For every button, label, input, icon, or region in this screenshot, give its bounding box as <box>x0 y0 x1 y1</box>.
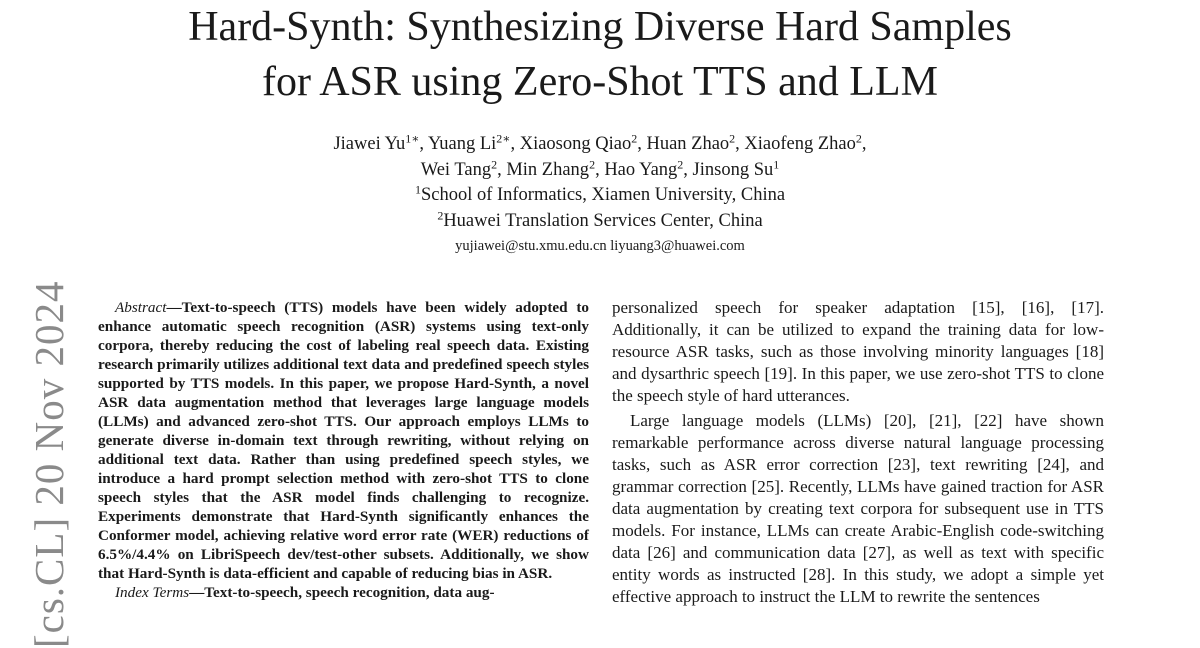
index-terms-label: Index Terms <box>115 584 190 601</box>
author-name: Jiawei Yu <box>333 134 406 154</box>
affiliation-sup: 2 <box>437 207 444 222</box>
author-line-2 <box>0 158 1200 184</box>
author-affil-sup: 2 <box>729 131 736 146</box>
author-name: Xiaosong Qiao <box>519 134 632 154</box>
affiliation-text: School of Informatics, Xiamen University, China <box>420 185 786 205</box>
author-sep: , <box>419 134 428 154</box>
arxiv-side-stamp: [cs.CL] 20 Nov 2024 <box>26 280 72 648</box>
affiliation-line <box>0 183 1200 209</box>
author-affil-sup: 2 <box>589 156 596 171</box>
author-affil-sup: 2∗ <box>496 131 511 146</box>
affiliation-sup: 1 <box>414 182 421 197</box>
author-sep: , <box>683 159 693 180</box>
abstract-paragraph <box>98 298 589 583</box>
author-emails: yujiawei@stu.xmu.edu.cn liyuang3@huawei.com <box>455 238 745 254</box>
body-paragraph: Large language models (LLMs) [20], [21], [22] have shown remarkable performance across diverse natural language processing tasks, such as ASR error correction [23], text rewriting [24], and grammar correction [25]. Recently, LLMs have gained traction for ASR data augmentation by creating text corpora for subsequent use in TTS models. For instance, LLMs can create Arabic-English code-switching data [26] and communication data [27], as well as text with specific entity words as instructed [28]. In this study, we adopt a simple yet effective approach to instruct the LLM to rewrite the sentences <box>612 411 1104 606</box>
author-line-1 <box>0 132 1200 158</box>
affiliation-line <box>0 209 1200 235</box>
author-name: Min Zhang <box>506 159 590 180</box>
author-affil-sup: 2 <box>855 131 862 146</box>
author-sep: , <box>735 134 745 154</box>
abstract-label: Abstract <box>115 299 167 316</box>
author-name: Huan Zhao <box>646 134 730 154</box>
author-sep: , <box>595 159 605 180</box>
author-affil-sup: 1∗ <box>405 131 420 146</box>
author-name: Xiaofeng Zhao <box>744 134 856 154</box>
paper-title-line-2: for ASR using Zero-Shot TTS and LLM <box>262 59 938 105</box>
author-affil-sup: 2 <box>491 156 498 171</box>
index-terms-text: —Text-to-speech, speech recognition, data aug- <box>189 584 495 601</box>
author-sep: , <box>510 134 520 154</box>
author-affil-sup: 2 <box>677 156 684 171</box>
paper-title <box>0 0 1200 110</box>
author-affil-sup: 1 <box>773 156 780 171</box>
author-name: Jinsong Su <box>692 159 774 180</box>
author-affil-sup: 2 <box>631 131 638 146</box>
author-sep: , <box>861 134 867 154</box>
author-name: Hao Yang <box>604 159 678 180</box>
body-paragraph: personalized speech for speaker adaptation [15], [16], [17]. Additionally, it can be utilized to expand the training data for low-resource ASR tasks, such as those involving minority languages [18] and dysarthric speech [19]. In this paper, we use zero-shot TTS to clone the speech style of hard utterances. <box>612 298 1104 405</box>
index-terms-paragraph <box>98 583 589 602</box>
author-name: Yuang Li <box>427 134 497 154</box>
affiliation-text: Huawei Translation Services Center, China <box>443 210 763 231</box>
abstract-column <box>98 298 589 602</box>
abstract-text: —Text-to-speech (TTS) models have been widely adopted to enhance automatic speech recognition (ASR) systems using text-only corpora, thereby reducing the cost of labeling real speech data. Existing research primarily utilizes additional text data and predefined speech styles supported by TTS models. In this paper, we propose Hard-Synth, a novel ASR data augmentation method that leverages large language models (LLMs) and advanced zero-shot TTS. Our approach employs LLMs to generate diverse in-domain text through rewriting, without relying on additional text data. Rather than using predefined speech styles, we introduce a hard prompt selection method with zero-shot TTS to clone speech styles that the ASR model finds challenging to recognize. Experiments demonstrate that Hard-Synth significantly enhances the Conformer model, achieving relative word error rate (WER) reductions of 6.5%/4.4% on LibriSpeech dev/test-other subsets. Additionally, we show that Hard-Synth is data-efficient and capable of reducing bias in ASR. <box>98 299 589 582</box>
body-column-right <box>612 297 1104 611</box>
author-sep: , <box>497 159 507 180</box>
author-name: Wei Tang <box>420 159 492 180</box>
author-block <box>0 132 1200 258</box>
paper-title-line-1: Hard-Synth: Synthesizing Diverse Hard Samples <box>188 4 1012 50</box>
author-sep: , <box>637 134 647 154</box>
